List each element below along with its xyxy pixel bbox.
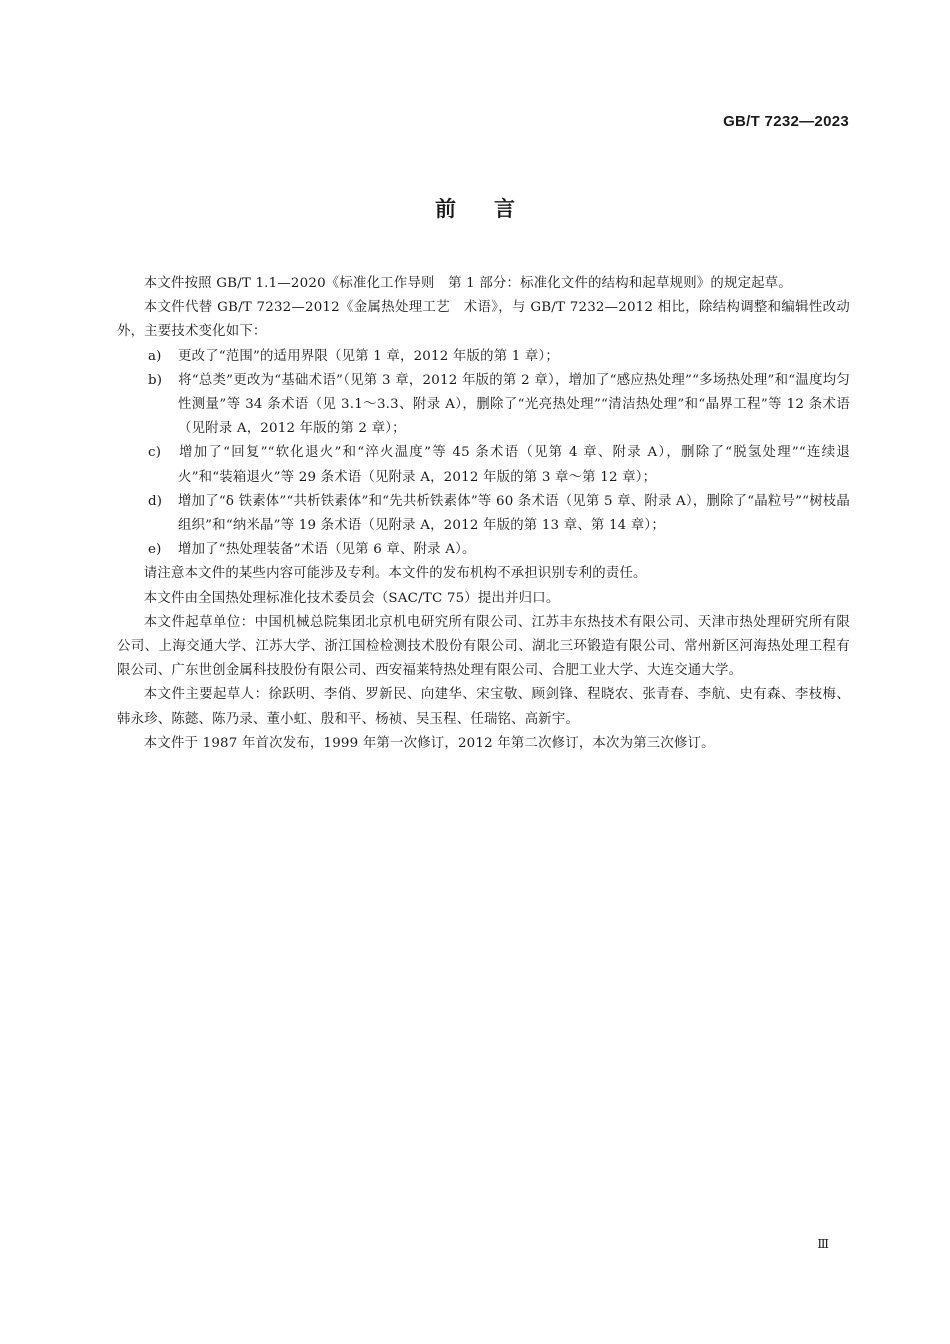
change-item-a <box>117 345 850 369</box>
list-marker: b) <box>148 372 163 388</box>
list-item-text: 更改了“范围”的适用界限（见第 1 章，2012 年版的第 1 章）； <box>178 348 559 364</box>
paragraph-proposer: 本文件由全国热处理标准化技术委员会（SAC/TC 75）提出并归口。 <box>143 590 560 606</box>
paragraph-patent-notice: 请注意本文件的某些内容可能涉及专利。本文件的发布机构不承担识别专利的责任。 <box>143 566 647 582</box>
paragraph-drafting-rules: 本文件按照 GB/T 1.1—2020《标准化工作导则 第 1 部分：标准化文件的结构和起草规则》的规定起草。 <box>143 276 792 291</box>
list-item-text: 将“总类”更改为“基础术语”（见第 3 章，2012 年版的第 2 章），增加了“感应热处理”“多场热处理”和“温度均匀性测量”等 34 条术语（见 3.1～3.3、附录 A），删除了“光亮热处理”“清洁热处理”和“晶界工程”等 12 条术语（见附录 A，2012 年版的第 2 章）； <box>178 372 850 437</box>
paragraph-drafting-units: 本文件起草单位：中国机械总院集团北京机电研究所有限公司、江苏丰东热技术有限公司、天津市热处理研究所有限公司、上海交通大学、江苏大学、浙江国检检测技术股份有限公司、湖北三环锻造有限公司、常州新区河海热处理工程有限公司、广东世创金属科技股份有限公司、西安福莱特热处理有限公司、合肥工业大学、大连交通大学。 <box>117 614 850 679</box>
change-item-b <box>117 369 850 442</box>
list-marker: e) <box>148 542 162 558</box>
list-marker: a) <box>148 348 162 364</box>
change-item-e <box>117 538 850 562</box>
list-item-text: 增加了“回复”“软化退火”和“淬火温度”等 45 条术语（见第 4 章、附录 A），删除了“脱氢处理”“连续退火”和“装箱退火”等 29 条术语（见附录 A，2012 年版的第 3 章～第 12 章）； <box>178 445 850 485</box>
list-item-text: 增加了“热处理装备”术语（见第 6 章、附录 A）。 <box>178 542 476 558</box>
foreword-body <box>117 272 850 756</box>
change-item-c <box>117 441 850 489</box>
paragraph-drafters: 本文件主要起草人：徐跃明、李俏、罗新民、向建华、宋宝敬、顾剑锋、程晓农、张青春、李航、史有森、李枝梅、韩永珍、陈懿、陈乃录、董小虹、殷和平、杨祯、吴玉程、任瑞铭、高新宇。 <box>117 687 850 727</box>
change-item-d <box>117 490 850 538</box>
paragraph-replacement: 本文件代替 GB/T 7232—2012《金属热处理工艺 术语》，与 GB/T 7232—2012 相比，除结构调整和编辑性改动外，主要技术变化如下： <box>117 300 850 340</box>
list-marker: c) <box>148 445 162 461</box>
paragraph-history: 本文件于 1987 年首次发布，1999 年第一次修订，2012 年第二次修订，本次为第三次修订。 <box>143 735 715 751</box>
page-number: Ⅲ <box>817 1237 829 1251</box>
list-item-text: 增加了“δ 铁素体”“共析铁素体”和“先共析铁素体”等 60 条术语（见第 5 章、附录 A），删除了“晶粒号”“树枝晶组织”和“纳米晶”等 19 条术语（见附录 A，2012 年版的第 13 章、第 14 章）； <box>178 493 850 534</box>
document-code: GB/T 7232—2023 <box>723 113 849 130</box>
page-title: 前言 <box>435 197 553 221</box>
list-marker: d) <box>148 493 163 509</box>
